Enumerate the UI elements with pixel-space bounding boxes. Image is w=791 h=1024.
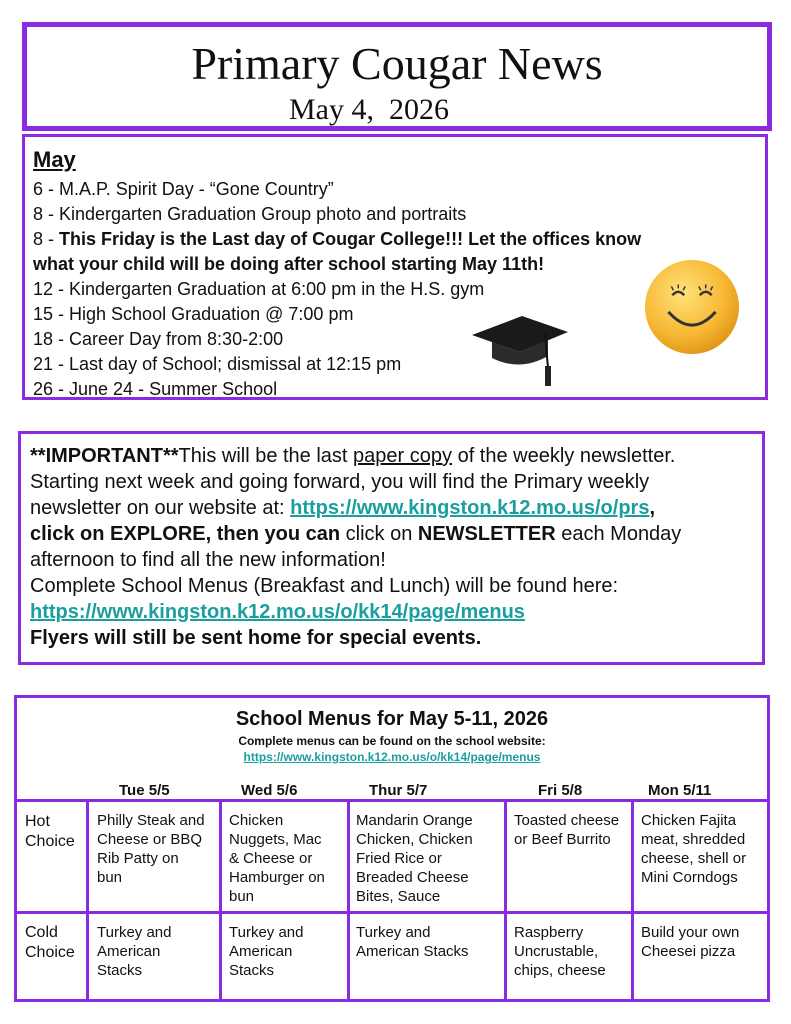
- newsletter-title: Primary Cougar News: [191, 38, 603, 89]
- day-header: Fri 5/8: [538, 782, 583, 799]
- notice-line: Starting next week and going forward, you will find the Primary weekly: [30, 471, 650, 493]
- menu-title: School Menus for May 5-11, 2026: [235, 708, 549, 730]
- day-header: Wed 5/6: [241, 782, 298, 799]
- menu-url-link[interactable]: https://www.kingston.k12.mo.us/o/kk14/page/menus: [243, 750, 541, 764]
- important-notice-box: [18, 431, 765, 665]
- grid-line: [86, 799, 89, 999]
- day-header: Thur 5/7: [369, 782, 428, 799]
- grid-line: [219, 799, 222, 999]
- row-label-hot-choice: Hot Choice: [25, 813, 75, 850]
- may-heading: May: [33, 147, 76, 172]
- event-line: 8 - Kindergarten Graduation Group photo and portraits: [33, 204, 467, 224]
- event-line: 12 - Kindergarten Graduation at 6:00 pm in the H.S. gym: [33, 279, 485, 299]
- event-line: 26 - June 24 - Summer School: [33, 379, 278, 399]
- event-line: 6 - M.A.P. Spirit Day - “Gone Country”: [33, 179, 334, 199]
- notice-line: newsletter on our website at: https://www.kingston.k12.mo.us/o/prs,: [30, 497, 655, 519]
- school-menus-box: [14, 695, 770, 1002]
- menu-subtitle: Complete menus can be found on the school website:: [238, 734, 546, 748]
- notice-line: [30, 600, 525, 625]
- menu-cell: Raspberry Uncrustable, chips, cheese: [514, 924, 606, 979]
- menu-cell: Turkey and American Stacks: [97, 924, 172, 979]
- notice-line: afternoon to find all the new information!: [30, 549, 386, 571]
- menu-cell: Chicken Fajita meat, shredded cheese, shell or Mini Corndogs: [641, 812, 747, 886]
- menus-website-link[interactable]: https://www.kingston.k12.mo.us/o/kk14/page/menus: [30, 601, 525, 623]
- newsletter-date: May 4, 2026: [289, 93, 449, 126]
- event-line: 18 - Career Day from 8:30-2:00: [33, 329, 284, 349]
- day-header: Mon 5/11: [648, 782, 712, 799]
- grid-line: [17, 911, 767, 914]
- grid-line: [17, 799, 767, 802]
- menu-cell: Chicken Nuggets, Mac & Cheese or Hamburger on bun: [229, 812, 325, 905]
- event-line: 21 - Last day of School; dismissal at 12:15 pm: [33, 354, 402, 374]
- menu-cell: Turkey and American Stacks: [229, 924, 304, 979]
- menu-cell: Build your own Cheesei pizza: [641, 924, 740, 960]
- menu-cell: Turkey and American Stacks: [356, 924, 469, 960]
- notice-line: click on EXPLORE, then you can click on NEWSLETTER each Monday: [30, 523, 682, 545]
- event-line: 15 - High School Graduation @ 7:00 pm: [33, 304, 354, 324]
- row-label-cold-choice: Cold Choice: [25, 924, 75, 961]
- notice-line: Flyers will still be sent home for special events.: [30, 627, 482, 649]
- prs-website-link[interactable]: https://www.kingston.k12.mo.us/o/prs: [290, 497, 650, 519]
- newsletter-header: [22, 22, 772, 131]
- graduation-cap-icon: [470, 310, 570, 390]
- grid-line: [631, 799, 634, 999]
- smiley-face-icon: [643, 258, 741, 356]
- grid-line: [347, 799, 350, 999]
- event-line: what your child will be doing after school starting May 11th!: [33, 254, 545, 274]
- menu-cell: Toasted cheese or Beef Burrito: [514, 812, 620, 848]
- menu-cell: Philly Steak and Cheese or BBQ Rib Patty on bun: [97, 812, 205, 886]
- event-line: 8 - This Friday is the Last day of Cougar College!!! Let the offices know: [33, 229, 642, 249]
- day-header: Tue 5/5: [119, 782, 170, 799]
- notice-line: **IMPORTANT**This will be the last paper copy of the weekly newsletter.: [30, 445, 676, 467]
- grid-line: [504, 799, 507, 999]
- notice-line: Complete School Menus (Breakfast and Lunch) will be found here:: [30, 575, 619, 597]
- menu-cell: Mandarin Orange Chicken, Chicken Fried Rice or Breaded Cheese Bites, Sauce: [356, 812, 473, 905]
